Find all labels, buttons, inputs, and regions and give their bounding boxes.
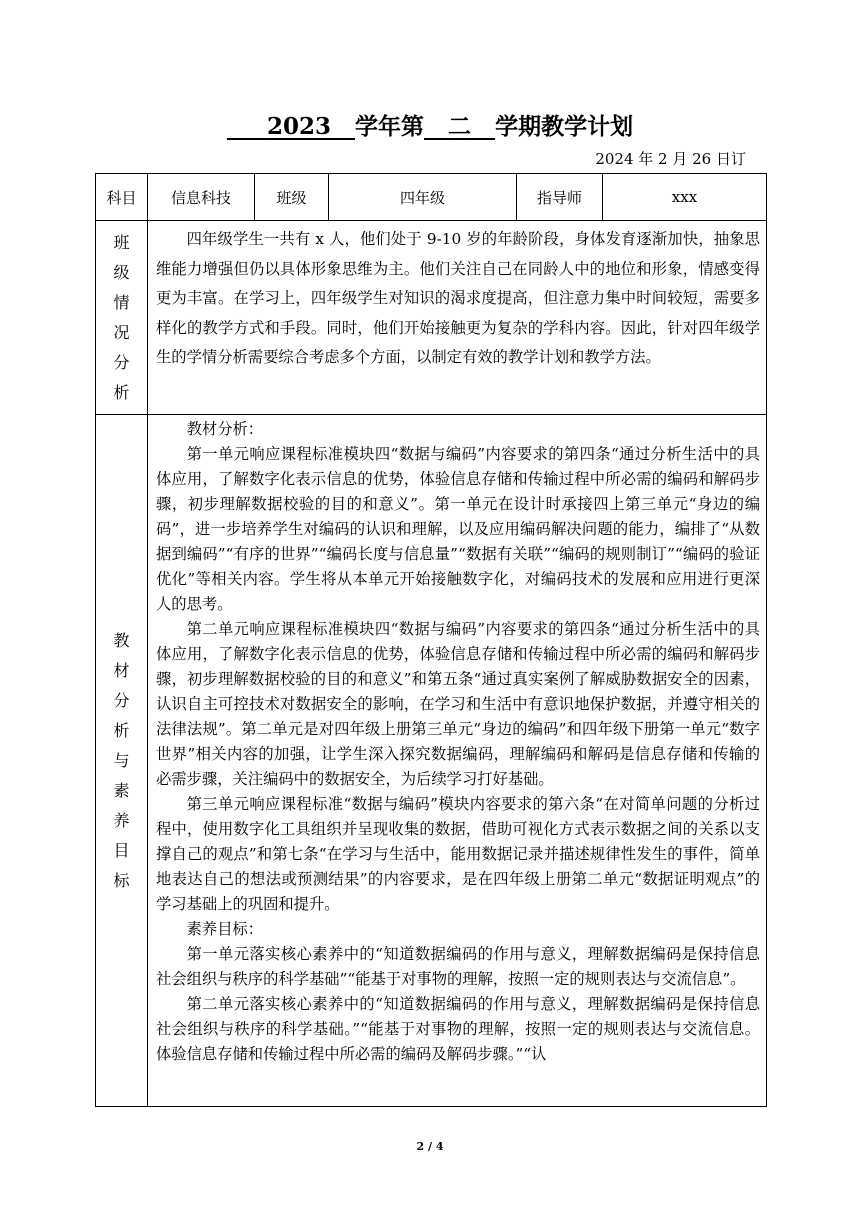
header-row xyxy=(96,174,767,221)
page-title xyxy=(0,112,860,142)
unit1-analysis: 第一单元响应课程标准模块四“数据与编码”内容要求的第四条“通过分析生活中的具体应用，了解数字化表示信息的优势，体验信息存储和传输过程中所必需的编码和解码步骤，初步理解数据校验的目的和意义”。第一单元在设计时承接四上第三单元“身边的编码”，进一步培养学生对编码的认识和理解，以及应用编码解决问题的能力，编排了“从数据到编码”“有序的世界”“编码长度与信息量”“数据有关联”“编码的规则制订”“编码的验证优化”等相关内容。学生将从本单元开始接触数字化，对编码技术的发展和应用进行更深人的思考。 xyxy=(156,445,760,613)
unit2-analysis: 第二单元响应课程标准模块四“数据与编码”内容要求的第四条“通过分析生活中的具体应用，了解数字化表示信息的优势，体验信息存储和传输过程中所必需的编码和解码步骤，初步理解数据校验的目的和意义”和第五条“通过真实案例了解威胁数据安全的因素，认识自主可控技术对数据安全的影响，在学习和生活中有意识地保护数据，并遵守相关的法律法规”。第二单元是对四年级上册第三单元“身边的编码”和四年级下册第一单元“数字世界”相关内容的加强，让学生深入探究数据编码，理解编码和解码是信息存储和传输的必需步骤，关注编码中的数据安全，为后续学习打好基础。 xyxy=(156,620,760,788)
class-analysis-text: 四年级学生一共有 x 人，他们处于 9-10 岁的年龄阶段，身体发育逐渐加快，抽象思维能力增强但仍以具体形象思维为主。他们关注自己在同龄人中的地位和形象，情感变得更为丰富。在学习上，四年级学生对知识的渴求度提高，但注意力集中时间较短，需要多样化的教学方式和手段。同时，他们开始接触更为复杂的学科内容。因此，针对四年级学生的学情分析需要综合考虑多个方面，以制定有效的教学计划和教学方法。 xyxy=(148,221,767,415)
title-semester-blank: 二 xyxy=(448,113,472,140)
unit2-literacy: 第二单元落实核心素养中的“知道数据编码的作用与意义，理解数据编码是保持信息社会组织与秩序的科学基础。”“能基于对事物的理解，按照一定的规则表达与交流信息。体验信息存储和传输过程中所必需的编码及解码步骤。”“认 xyxy=(156,995,760,1063)
textbook-label: 教 材 分 析 与 素 养 目 标 xyxy=(96,415,148,1107)
plan-date: 2024 年 2 月 26 日订 xyxy=(595,150,746,168)
textbook-text xyxy=(148,415,767,1107)
title-text-a: 学年第 xyxy=(355,113,425,140)
teacher-value: xxx xyxy=(603,174,767,221)
plan-table xyxy=(95,173,767,1107)
title-text-b: 学期教学计划 xyxy=(495,113,634,140)
literacy-heading: 素养目标： xyxy=(186,920,264,938)
teacher-label: 指导师 xyxy=(517,174,603,221)
textbook-row xyxy=(96,415,767,1107)
subject-value: 信息科技 xyxy=(148,174,255,221)
class-analysis-row xyxy=(96,221,767,415)
subject-label: 科目 xyxy=(96,174,148,221)
unit3-analysis: 第三单元响应课程标准“数据与编码”模块内容要求的第六条“在对简单问题的分析过程中，使用数字化工具组织并呈现收集的数据，借助可视化方式表示数据之间的关系以支撑自己的观点”和第七条“在学习与生活中，能用数据记录并描述规律性发生的事件，简单地表达自己的想法或预测结果”的内容要求，是在四年级上册第二单元“数据证明观点”的学习基础上的巩固和提升。 xyxy=(156,795,760,913)
class-analysis-label: 班 级 情 况 分 析 xyxy=(96,221,148,415)
title-year-blank: 2023 xyxy=(266,113,331,140)
unit1-literacy: 第一单元落实核心素养中的“知道数据编码的作用与意义，理解数据编码是保持信息社会组织与秩序的科学基础”“能基于对事物的理解，按照一定的规则表达与交流信息”。 xyxy=(156,945,760,988)
page-number: 2 / 4 xyxy=(416,1140,444,1153)
class-value: 四年级 xyxy=(329,174,517,221)
textbook-heading: 教材分析： xyxy=(186,420,264,438)
class-label: 班级 xyxy=(255,174,329,221)
